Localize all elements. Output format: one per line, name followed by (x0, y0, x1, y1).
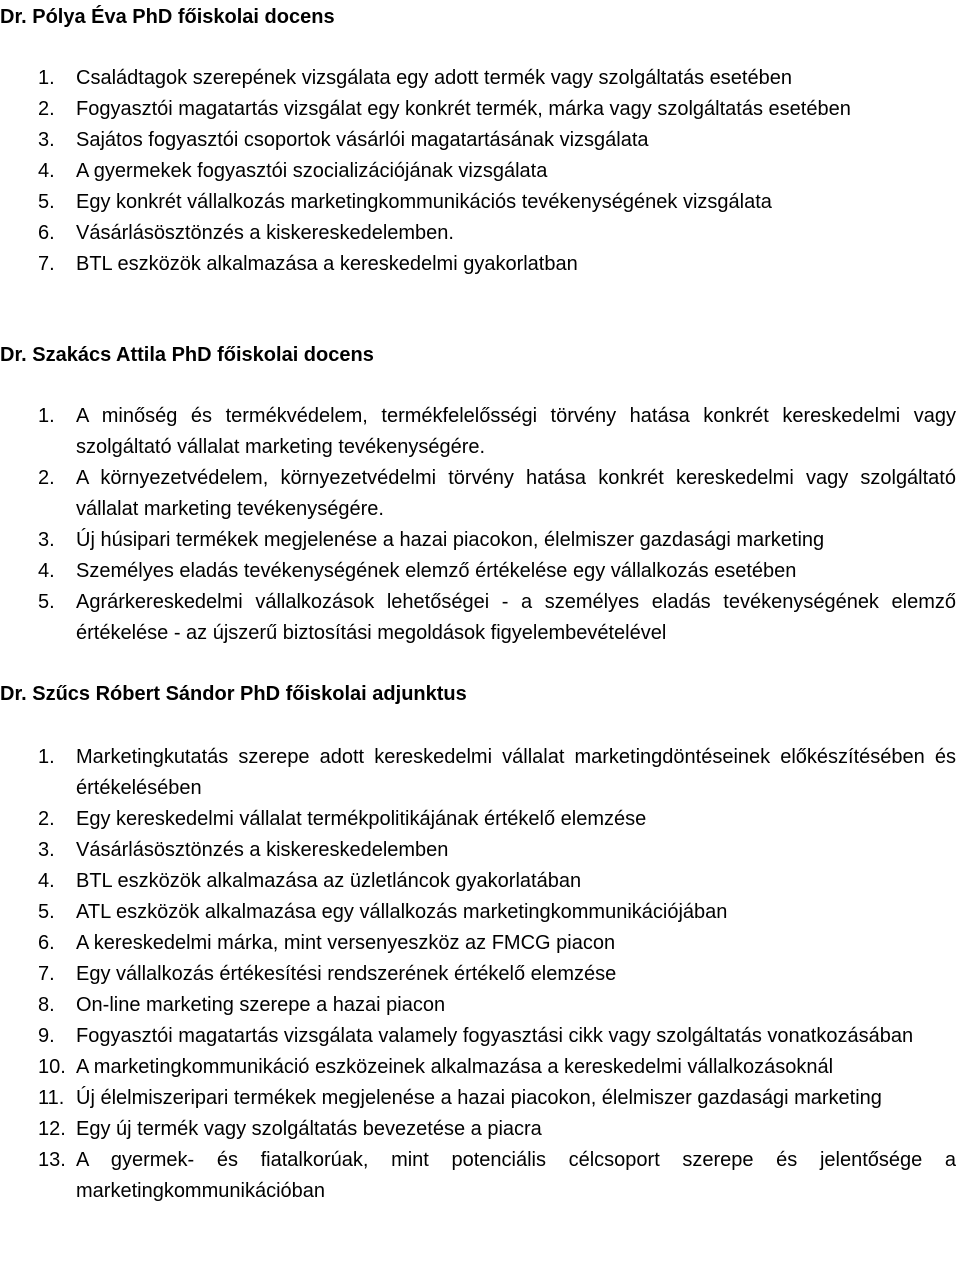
list-item (0, 959, 956, 990)
item-number: 13. (38, 1149, 66, 1171)
list-item (0, 835, 956, 866)
item-text: Egy vállalkozás értékesítési rendszerének értékelő elemzése (76, 963, 617, 985)
list-item (0, 463, 956, 525)
item-number: 4. (38, 560, 55, 582)
item-number: 7. (38, 963, 55, 985)
section-heading: Dr. Szakács Attila PhD főiskolai docens (0, 344, 374, 366)
list-item (0, 63, 956, 94)
item-number: 1. (38, 67, 55, 89)
item-number: 7. (38, 253, 55, 275)
item-text: Agrárkereskedelmi vállalkozások lehetőségei - a személyes eladás tevékenységének elemző értékelése - az újszerű biztosítási megoldások figyelembevételével (76, 591, 956, 644)
item-number: 12. (38, 1118, 66, 1140)
item-number: 8. (38, 994, 55, 1016)
item-text: Egy új termék vagy szolgáltatás bevezetése a piacra (76, 1118, 542, 1140)
list-item (0, 1145, 956, 1207)
item-number: 3. (38, 129, 55, 151)
item-text: A marketingkommunikáció eszközeinek alkalmazása a kereskedelmi vállalkozásoknál (76, 1056, 834, 1078)
section-polya (0, 0, 956, 280)
item-text: Sajátos fogyasztói csoportok vásárlói magatartásának vizsgálata (76, 129, 649, 151)
item-number: 1. (38, 405, 55, 427)
item-text: A gyermekek fogyasztói szocializációjának vizsgálata (76, 160, 548, 182)
section-heading: Dr. Szűcs Róbert Sándor PhD főiskolai adjunktus (0, 683, 467, 705)
list-item (0, 1021, 956, 1052)
item-number: 10. (38, 1056, 66, 1078)
item-number: 1. (38, 746, 55, 768)
item-number: 3. (38, 839, 55, 861)
list-item (0, 156, 956, 187)
item-number: 2. (38, 808, 55, 830)
item-text: Családtagok szerepének vizsgálata egy adott termék vagy szolgáltatás esetében (76, 67, 792, 89)
item-number: 5. (38, 191, 55, 213)
item-number: 5. (38, 901, 55, 923)
list-item (0, 804, 956, 835)
list-item (0, 1052, 956, 1083)
item-text: A környezetvédelem, környezetvédelmi törvény hatása konkrét kereskedelmi vagy szolgáltató vállalat marketing tevékenységére. (76, 467, 956, 520)
list-item (0, 218, 956, 249)
list-item (0, 1083, 956, 1114)
item-text: Vásárlásösztönzés a kiskereskedelemben (76, 839, 449, 861)
item-number: 11. (38, 1087, 65, 1109)
item-number: 5. (38, 591, 55, 613)
item-text: BTL eszközök alkalmazása a kereskedelmi gyakorlatban (76, 253, 578, 275)
item-text: Marketingkutatás szerepe adott kereskedelmi vállalat marketingdöntéseinek előkészítésében és értékelésében (76, 746, 956, 799)
item-number: 2. (38, 467, 55, 489)
item-text: Új élelmiszeripari termékek megjelenése a hazai piacokon, élelmiszer gazdasági marketing (76, 1087, 882, 1109)
list-item (0, 1114, 956, 1145)
item-number: 3. (38, 529, 55, 551)
list-item (0, 187, 956, 218)
list-item (0, 928, 956, 959)
section-szakacs (0, 340, 956, 649)
item-text: BTL eszközök alkalmazása az üzletláncok gyakorlatában (76, 870, 582, 892)
list-item (0, 897, 956, 928)
section-heading: Dr. Pólya Éva PhD főiskolai docens (0, 6, 335, 28)
list-item (0, 525, 956, 556)
section-szucs (0, 679, 956, 1207)
item-number: 4. (38, 870, 55, 892)
list-item (0, 125, 956, 156)
topic-list (0, 401, 956, 649)
item-text: A gyermek- és fiatalkorúak, mint potenciális célcsoport szerepe és jelentősége a marketingkommunikációban (76, 1149, 956, 1202)
item-number: 6. (38, 932, 55, 954)
item-number: 9. (38, 1025, 55, 1047)
item-text: A minőség és termékvédelem, termékfelelősségi törvény hatása konkrét kereskedelmi vagy szolgáltató vállalat marketing tevékenységére. (76, 405, 956, 458)
item-text: A kereskedelmi márka, mint versenyeszköz az FMCG piacon (76, 932, 616, 954)
list-item (0, 866, 956, 897)
item-text: Vásárlásösztönzés a kiskereskedelemben. (76, 222, 454, 244)
item-number: 4. (38, 160, 55, 182)
list-item (0, 94, 956, 125)
item-number: 2. (38, 98, 55, 120)
item-text: Fogyasztói magatartás vizsgálat egy konkrét termék, márka vagy szolgáltatás esetében (76, 98, 851, 120)
list-item (0, 401, 956, 463)
list-item (0, 249, 956, 280)
item-text: Személyes eladás tevékenységének elemző értékelése egy vállalkozás esetében (76, 560, 797, 582)
list-item (0, 990, 956, 1021)
list-item (0, 556, 956, 587)
topic-list (0, 63, 956, 280)
list-item (0, 587, 956, 649)
item-text: Egy kereskedelmi vállalat termékpolitikájának értékelő elemzése (76, 808, 647, 830)
item-text: Új húsipari termékek megjelenése a hazai piacokon, élelmiszer gazdasági marketing (76, 529, 825, 551)
item-text: Fogyasztói magatartás vizsgálata valamely fogyasztási cikk vagy szolgáltatás vonatkozásában (76, 1025, 914, 1047)
item-text: ATL eszközök alkalmazása egy vállalkozás marketingkommunikációjában (76, 901, 728, 923)
list-item (0, 742, 956, 804)
item-text: On-line marketing szerepe a hazai piacon (76, 994, 446, 1016)
topic-list (0, 742, 956, 1207)
item-number: 6. (38, 222, 55, 244)
item-text: Egy konkrét vállalkozás marketingkommunikációs tevékenységének vizsgálata (76, 191, 772, 213)
